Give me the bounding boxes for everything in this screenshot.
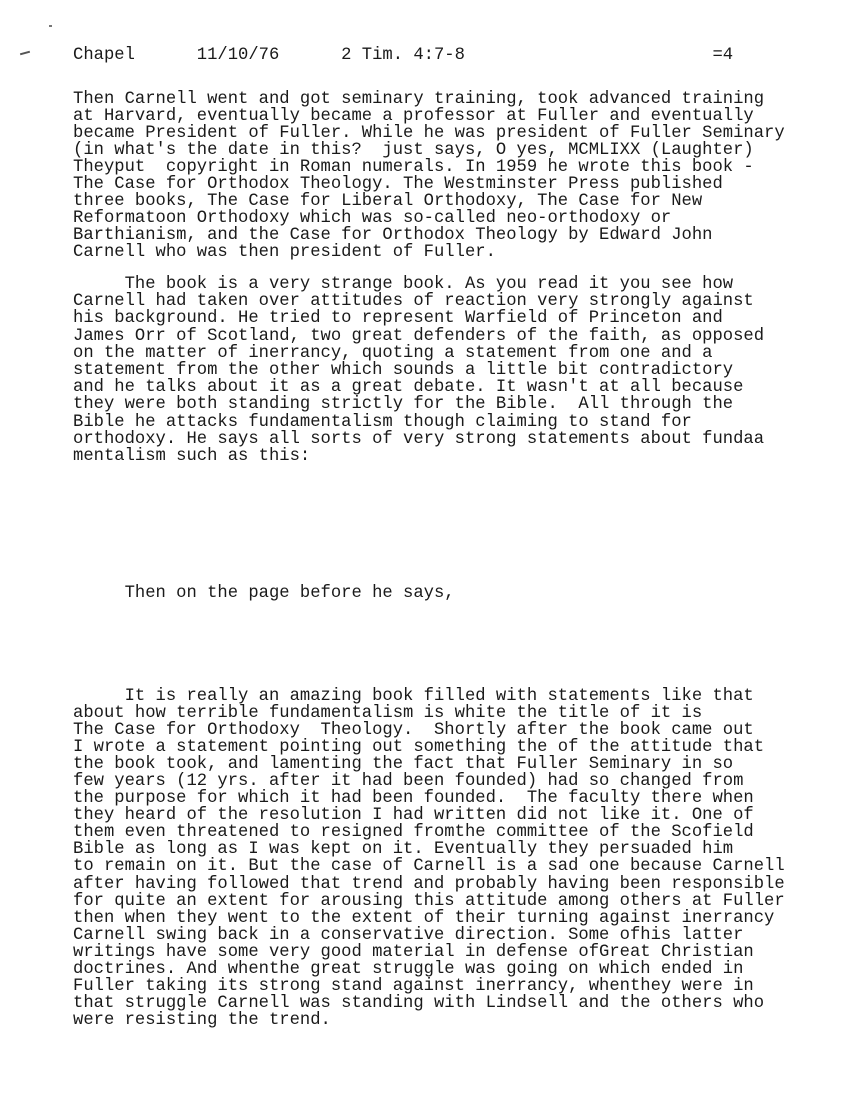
text-line: Fuller taking its strong stand against inerrancy, whenthey were in [73, 976, 754, 996]
text-line: (in what's the date in this? just says, O yes, MCMLIXX (Laughter) [73, 141, 754, 160]
text-line: Carnell swing back in a conservative direction. Some ofhis latter [73, 925, 744, 945]
text-line: doctrines. And whenthe great struggle was going on which ended in [73, 959, 744, 979]
text-line: few years (12 yrs. after it had been founded) had so changed from [73, 772, 744, 792]
text-line: they heard of the resolution I had written did not like it. One of [73, 806, 754, 826]
text-line: the purpose for which it had been founded. The faculty there when [73, 789, 754, 809]
text-line: Theyput copyright in Roman numerals. In 1959 he wrote this book - [73, 158, 754, 177]
text-line: were resisting the trend. [73, 1010, 331, 1030]
text-line: I wrote a statement pointing out something the of the attitude that [73, 738, 765, 758]
stray-pen-mark [20, 51, 30, 56]
text-line: then when they went to the extent of their turning against inerrancy [73, 908, 775, 928]
text-line: three books, The Case for Liberal Orthodoxy, The Case for New [73, 192, 703, 211]
text-line: It is really an amazing book filled with statements like that [73, 687, 754, 706]
page-header: Chapel 11/10/76 2 Tim. 4:7-8 =4 [73, 46, 734, 65]
text-line: The book is a very strange book. As you read it you see how [73, 275, 734, 294]
text-line: on the matter of inerrancy, quoting a statement from one and a [73, 343, 713, 363]
text-line: James Orr of Scotland, two great defenders of the faith, as opposed [73, 326, 765, 346]
text-line: writings have some very good material in defense ofGreat Christian [73, 942, 754, 962]
paragraph-4 [73, 688, 785, 1029]
text-line: them even threatened to resigned fromthe committee of the Scofield [73, 823, 754, 843]
text-line: and he talks about it as a great debate. It wasn't at all because [73, 378, 744, 398]
text-line: statement from the other which sounds a little bit contradictory [73, 360, 734, 380]
text-line: that struggle Carnell was standing with Lindsell and the others who [73, 993, 765, 1013]
text-line: became President of Fuller. While he was president of Fuller Seminary [73, 124, 785, 143]
text-line: for quite an extent for arousing this attitude among others at Fuller [73, 891, 785, 911]
text-line: about how terrible fundamentalism is white the title of it is [73, 704, 703, 724]
text-line: to remain on it. But the case of Carnell is a sad one because Carnell [73, 857, 785, 877]
stray-dot [49, 25, 52, 27]
text-line: Carnell had taken over attitudes of reaction very strongly against [73, 292, 754, 312]
paragraph-1 [73, 91, 785, 261]
paragraph-3 [73, 585, 455, 602]
text-line: The Case for Orthodox Theology. The Westminster Press published [73, 175, 723, 194]
text-line: Then Carnell went and got seminary training, took advanced training [73, 90, 765, 109]
text-line: Then on the page before he says, [73, 584, 455, 603]
text-line: they were both standing strictly for the Bible. All through the [73, 395, 734, 415]
text-line: the book took, and lamenting the fact that Fuller Seminary in so [73, 755, 734, 775]
text-line: Carnell who was then president of Fuller. [73, 243, 496, 262]
text-line: Bible as long as I was kept on it. Eventually they persuaded him [73, 840, 734, 860]
text-line: mentalism such as this: [73, 446, 311, 466]
text-line: after having followed that trend and probably having been responsible [73, 874, 785, 894]
text-line: his background. He tried to represent Warfield of Princeton and [73, 309, 723, 329]
text-line: The Case for Orthodoxy Theology. Shortly after the book came out [73, 721, 754, 741]
paragraph-2 [73, 276, 764, 465]
text-line: Barthianism, and the Case for Orthodox Theology by Edward John [73, 226, 713, 245]
text-line: Reformatoon Orthodoxy which was so-called neo-orthodoxy or [73, 209, 672, 228]
text-line: Bible he attacks fundamentalism though claiming to stand for [73, 412, 692, 432]
text-line: orthodoxy. He says all sorts of very strong statements about fundaa [73, 429, 765, 449]
text-line: at Harvard, eventually became a professor at Fuller and eventually [73, 107, 754, 126]
